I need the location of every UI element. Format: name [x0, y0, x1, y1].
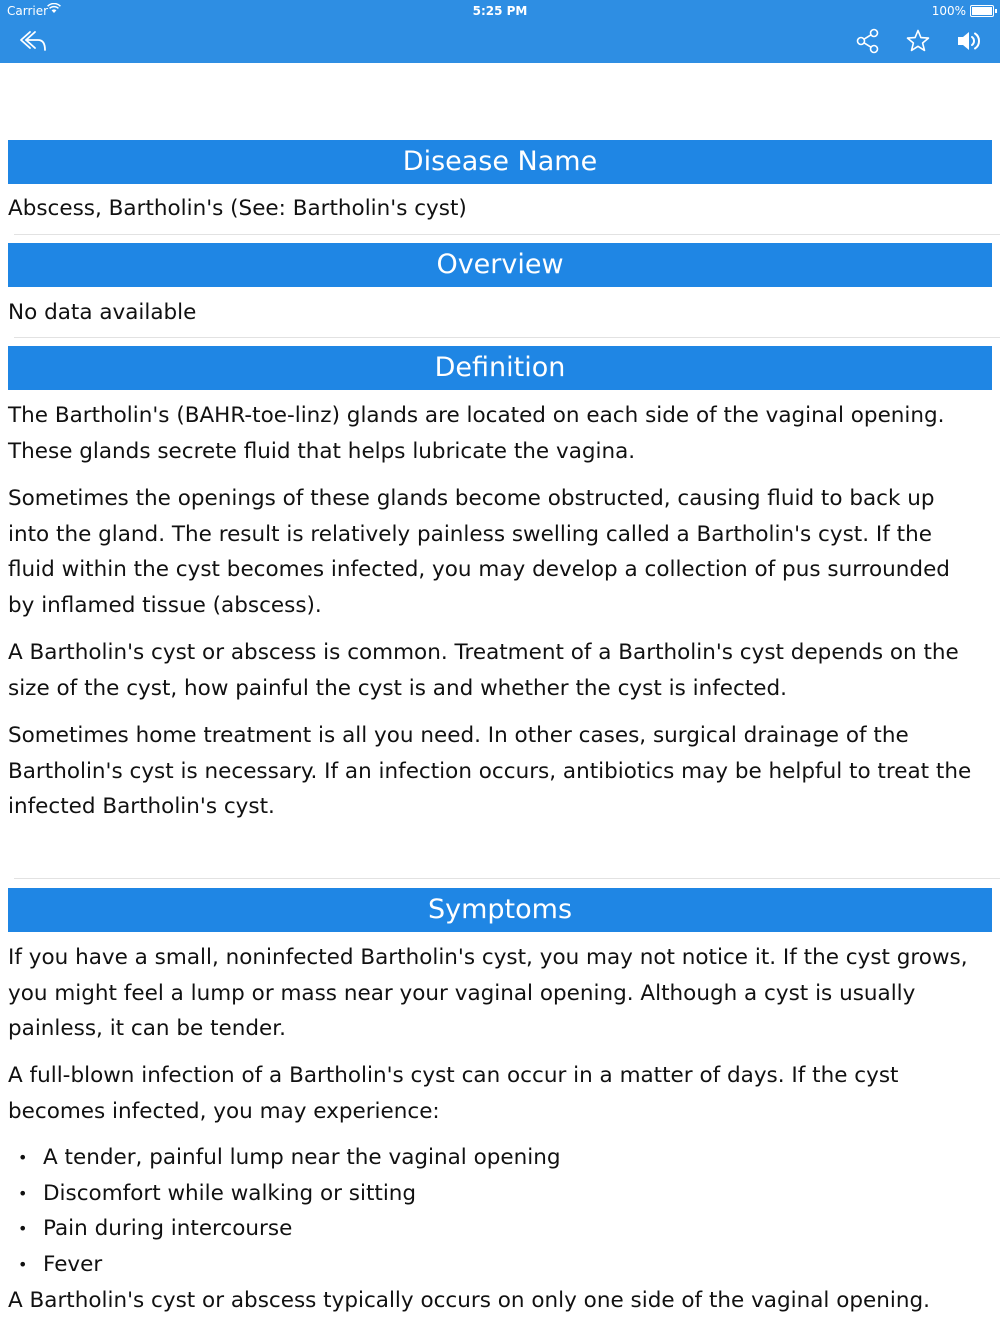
divider — [14, 234, 1000, 235]
status-bar — [0, 0, 1000, 22]
list-item: • Discomfort while walking or sitting — [8, 1176, 561, 1212]
back-button[interactable] — [17, 27, 49, 55]
list-item: • A tender, painful lump near the vaginal opening — [8, 1140, 561, 1176]
battery-percent: 100% — [931, 4, 966, 18]
star-icon — [905, 28, 931, 54]
definition-header: Definition — [8, 346, 992, 390]
divider — [14, 337, 1000, 338]
disease-name-text: Abscess, Bartholin's (See: Bartholin's cyst) — [8, 196, 467, 221]
disease-name-header: Disease Name — [8, 140, 992, 184]
favorite-button[interactable] — [902, 27, 934, 55]
symptoms-paragraph: If you have a small, noninfected Bartholin's cyst, you may not notice it. If the cyst grows, you might feel a lump or mass near your vaginal opening. Although a cyst is usually painless, it can be tender. — [8, 945, 968, 1041]
share-button[interactable] — [852, 27, 884, 55]
overview-header: Overview — [8, 243, 992, 287]
share-icon — [855, 28, 881, 54]
symptoms-paragraph: A full-blown infection of a Bartholin's cyst can occur in a matter of days. If the cyst becomes infected, you may experience: — [8, 1063, 899, 1124]
list-item: • Fever — [8, 1247, 561, 1283]
speaker-button[interactable] — [953, 27, 985, 55]
battery-icon — [970, 5, 994, 17]
definition-paragraph: Sometimes the openings of these glands become obstructed, causing fluid to back up into the gland. The result is relatively painless swelling called a Bartholin's cyst. If the fluid within the cyst becomes infected, you may develop a collection of pus surrounded by inflamed tissue (abscess). — [8, 486, 950, 618]
speaker-icon — [955, 29, 983, 53]
navigation-bar — [0, 0, 1000, 63]
list-item: • Pain during intercourse — [8, 1211, 561, 1247]
definition-paragraph: The Bartholin's (BAHR-toe-linz) glands are located on each side of the vaginal opening. These glands secrete fluid that helps lubricate the vagina. — [8, 403, 945, 464]
symptoms-list — [8, 1140, 561, 1282]
divider — [14, 878, 1000, 879]
definition-paragraph: Sometimes home treatment is all you need. In other cases, surgical drainage of the Bartholin's cyst is necessary. If an infection occurs, antibiotics may be helpful to treat the infected Bartholin's cyst. — [8, 723, 972, 819]
symptoms-header: Symptoms — [8, 888, 992, 932]
symptoms-closing: A Bartholin's cyst or abscess typically occurs on only one side of the vaginal opening. — [8, 1288, 930, 1313]
overview-text: No data available — [8, 300, 197, 325]
carrier-label: Carrier — [7, 4, 49, 18]
definition-paragraph: A Bartholin's cyst or abscess is common. Treatment of a Bartholin's cyst depends on the size of the cyst, how painful the cyst is and whether the cyst is infected. — [8, 640, 959, 701]
clock: 5:25 PM — [472, 4, 528, 18]
back-reply-icon — [18, 29, 48, 53]
